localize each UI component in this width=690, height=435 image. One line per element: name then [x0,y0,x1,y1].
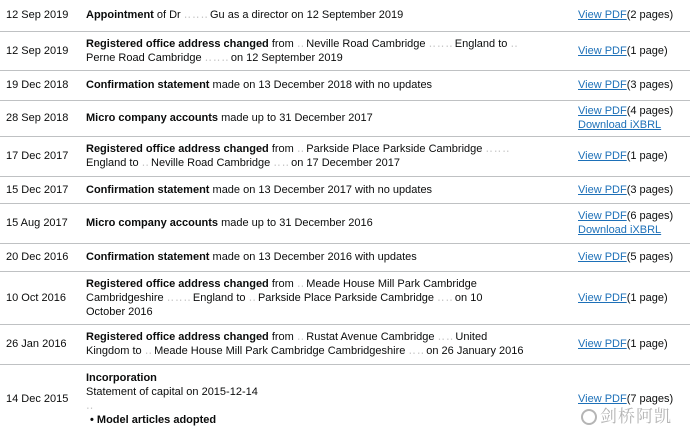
view-pdf-link[interactable]: View PDF [578,105,627,117]
filing-description: Appointment of Dr ‥ ‥ ‥ Gu as a director on 12 September 2019 [86,0,578,31]
filing-documents: View PDF(4 pages) Download iXBRL [578,100,690,136]
redacted-text: ‥ ‥ [273,157,289,169]
table-row [0,324,690,364]
filing-description: Registered office address changed from ‥ Parkside Place Parkside Cambridge ‥ ‥ ‥ England to ‥ Neville Road Cambridge ‥ ‥ on 17 December 2017 [86,136,578,176]
watermark: 剑桥阿凯 [581,402,672,427]
bullet-icon: • [90,414,97,427]
redacted-text: ‥ ‥ [437,331,453,343]
view-pdf-link[interactable]: View PDF [578,44,627,57]
table-row [0,100,690,136]
redacted-text: ‥ [144,345,152,357]
filing-type: Micro company accounts [86,112,219,124]
filing-documents: View PDF(1 page) [578,136,690,176]
filing-type: Registered office address changed [86,331,269,343]
filing-type: Registered office address changed [86,143,269,155]
filing-date: 26 Jan 2016 [0,324,86,364]
table-row [0,70,690,100]
table-row [0,243,690,271]
filing-description: Confirmation statement made on 13 December 2017 with no updates [86,176,578,203]
filing-type: Registered office address changed [86,37,269,50]
view-pdf-link[interactable]: View PDF [578,393,627,406]
filing-date: 17 Dec 2017 [0,136,86,176]
filing-date: 19 Dec 2018 [0,70,86,100]
filing-documents: View PDF(1 page) [578,271,690,324]
view-pdf-link[interactable]: View PDF [578,338,627,350]
filing-description: Micro company accounts made up to 31 December 2016 [86,203,578,243]
list-item: • Model articles adopted [90,414,217,427]
filing-documents: View PDF(6 pages) Download iXBRL [578,203,690,243]
download-ixbrl-link[interactable]: Download iXBRL [578,224,662,236]
filing-date: 14 Dec 2015 [6,393,69,406]
filing-documents: View PDF(1 page) [578,324,690,364]
filing-description: Micro company accounts made up to 31 December 2017 [86,100,578,136]
redacted-text: ‥ [296,37,304,50]
redacted-text: ‥ [86,400,93,413]
filing-type: Confirmation statement [86,79,210,91]
redacted-text: ‥ ‥ ‥ [166,291,190,304]
redacted-text: ‥ [248,291,255,304]
table-row [0,176,690,203]
redacted-text: ‥ [510,37,517,50]
weibo-icon [581,409,597,425]
redacted-text: ‥ ‥ ‥ [204,51,228,64]
filing-type: Incorporation [86,372,157,385]
redacted-text: ‥ [141,157,148,169]
filing-description: Registered office address changed from ‥ Rustat Avenue Cambridge ‥ ‥ United Kingdom to ‥ Meade House Mill Park Cambridge Cambridgeshire ‥ ‥ on 26 January 2016 [86,324,578,364]
filing-type: Confirmation statement [86,251,210,263]
redacted-text: ‥ [296,277,304,290]
table-row [0,136,690,176]
filing-documents: View PDF(1 page) [578,31,690,70]
redacted-text: ‥ ‥ [408,345,424,357]
filing-documents: View PDF(2 pages) [578,0,690,31]
filing-date: 28 Sep 2018 [0,100,86,136]
redacted-text: ‥ ‥ ‥ [183,9,207,22]
filing-date: 12 Sep 2019 [0,31,86,70]
redacted-text: ‥ [296,331,304,343]
filing-description: Incorporation Statement of capital on 2015-12-14 ‥ • Model articles adopted [86,364,578,434]
filing-documents: View PDF(3 pages) [578,176,690,203]
table-row [0,203,690,243]
filing-date: 15 Aug 2017 [0,203,86,243]
view-pdf-link[interactable]: View PDF [578,9,627,22]
filing-type: Micro company accounts [86,217,219,229]
filing-date: 10 Oct 2016 [0,271,86,324]
filing-date: 20 Dec 2016 [0,243,86,271]
filing-date: 12 Sep 2019 [0,0,86,31]
filing-documents: View PDF(3 pages) [578,70,690,100]
view-pdf-link[interactable]: View PDF [578,210,627,222]
redacted-text: ‥ [296,143,304,155]
table-row [0,0,690,31]
filing-description: Confirmation statement made on 13 December 2016 with updates [86,243,578,271]
table-row [0,31,690,70]
filing-documents: View PDF(5 pages) [578,243,690,271]
table-row [0,271,690,324]
redacted-text: ‥ ‥ ‥ [485,143,509,155]
filing-type: Registered office address changed [86,277,269,290]
filing-description: Registered office address changed from ‥ Neville Road Cambridge ‥ ‥ ‥ England to ‥ Perne Road Cambridge ‥ ‥ ‥ on 12 September 2019 [86,31,578,70]
view-pdf-link[interactable]: View PDF [578,150,627,162]
filing-documents: View PDF(7 pages) [578,393,674,406]
filing-description: Confirmation statement made on 13 December 2018 with no updates [86,70,578,100]
filing-description: Registered office address changed from ‥ Meade House Mill Park Cambridge Cambridgeshire ‥ ‥ ‥ England to ‥ Parkside Place Parkside Cambridge ‥ ‥ on 10 October 2016 [86,271,578,324]
redacted-text: ‥ ‥ [437,291,452,304]
filing-date: 15 Dec 2017 [0,176,86,203]
view-pdf-link[interactable]: View PDF [578,251,627,263]
download-ixbrl-link[interactable]: Download iXBRL [578,119,662,131]
filing-type: Confirmation statement [86,183,210,196]
view-pdf-link[interactable]: View PDF [578,291,627,304]
redacted-text: ‥ ‥ ‥ [428,37,452,50]
view-pdf-link[interactable]: View PDF [578,183,627,196]
view-pdf-link[interactable]: View PDF [578,79,627,91]
filing-type: Appointment [86,9,154,22]
